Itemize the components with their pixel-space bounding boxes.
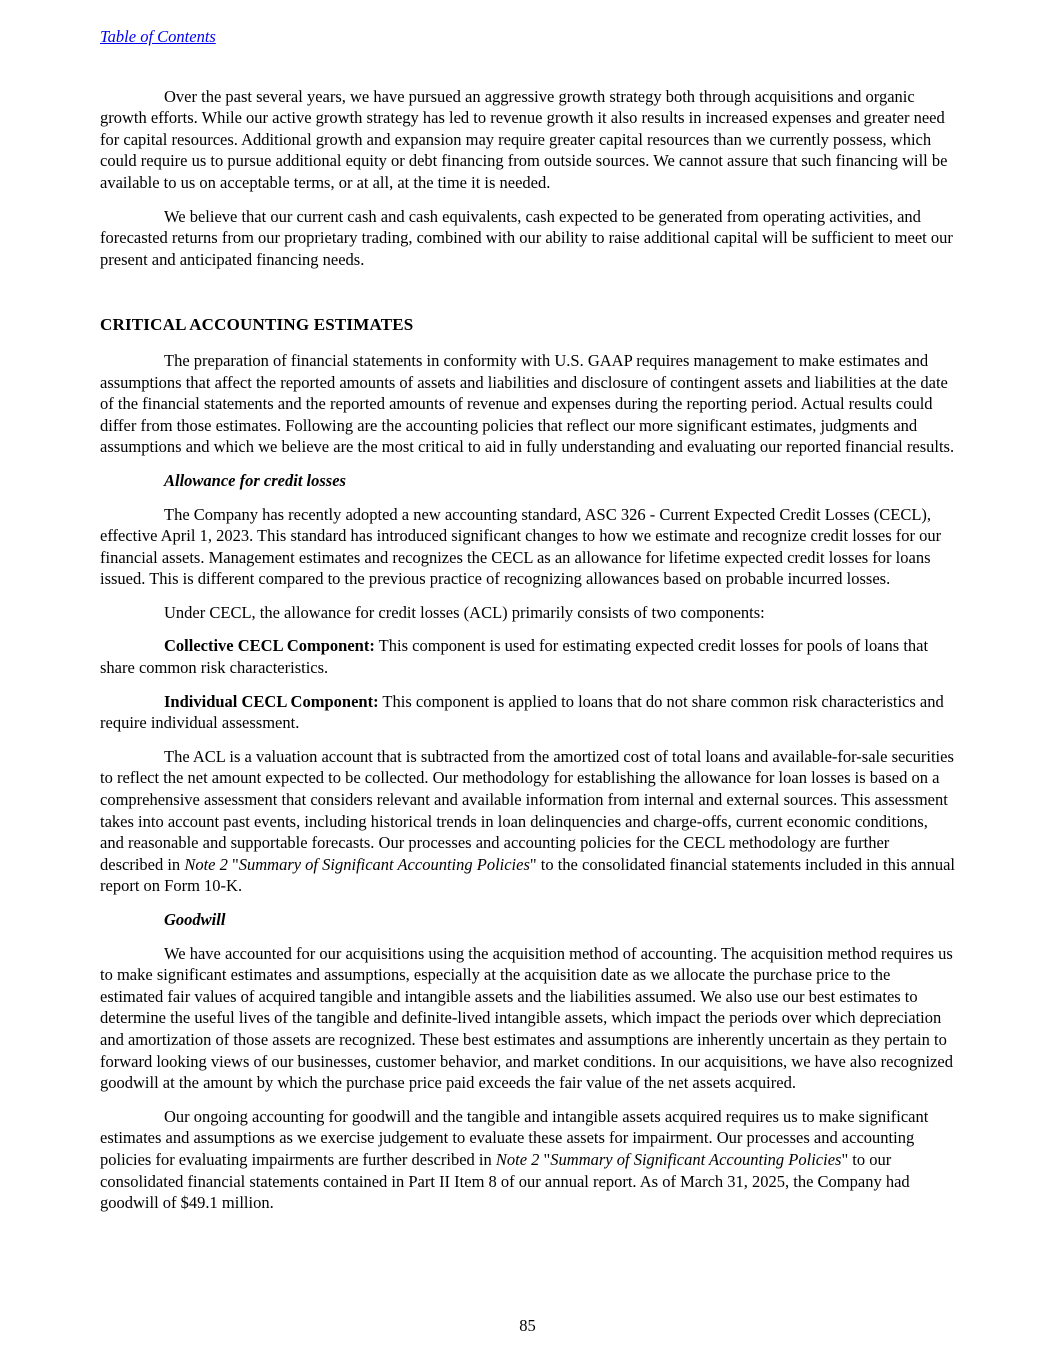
subheading-goodwill: Goodwill [164, 910, 226, 929]
subheading-allowance-for-credit-losses: Allowance for credit losses [164, 470, 346, 490]
paragraph-preparation-gaap: The preparation of financial statements in conformity with U.S. GAAP requires management to make estimates and assumptions that affect the reported amounts of assets and liabilities and disclosure of contingent assets and liabilities at the date of the financial statements and the reported amounts of revenue and expenses during the reporting period. Actual results could differ from those estimates. Following are the accounting policies that reflect our more significant estimates, judgments and assumptions and which we believe are the most critical to aid in fully understanding and evaluating our reported financial results. [100, 350, 955, 457]
paragraph-liquidity: We believe that our current cash and cash equivalents, cash expected to be generated from operating activities, and forecasted returns from our proprietary trading, combined with our ability to raise additional capital will be sufficient to meet our present and anticipated financing needs. [100, 206, 953, 269]
acl-policies-title: Summary of Significant Accounting Policies [238, 854, 530, 874]
paragraph-individual-cecl [100, 691, 955, 734]
ongoing-note-2-reference: Note 2 [495, 1149, 540, 1169]
ongoing-text-start: Our ongoing accounting for goodwill and the tangible and intangible assets acquired requires us to make significant estimates and assumptions as we exercise judgement to evaluate these assets for impairment. Our processes and accounting policies for evaluating impairments are further described in [100, 1106, 929, 1169]
collective-cecl-label: Collective CECL Component: [164, 636, 375, 656]
ongoing-open-quote: " [539, 1149, 551, 1169]
paragraph-acl-valuation [100, 746, 955, 897]
table-of-contents-link[interactable]: Table of Contents [100, 27, 216, 46]
individual-cecl-text: This component is applied to loans that do not share common risk characteristics and require individual assessment. [100, 691, 944, 733]
ongoing-policies-title: Summary of Significant Accounting Policies [550, 1149, 842, 1169]
ongoing-text-end: " to our consolidated financial statements contained in Part II Item 8 of our annual report. As of March 31, 2025, the Company had goodwill of $49.1 million. [100, 1149, 910, 1213]
acl-text-start: The ACL is a valuation account that is subtracted from the amortized cost of total loans and available-for-sale securities to reflect the net amount expected to be collected. Our methodology for establishing the allowance for loan losses is based on a comprehensive assessment that considers relevant and available information from internal and external sources. This assessment takes into account past events, including historical trends in loan delinquencies and charge-offs, current economic conditions, and reasonable and supportable forecasts. Our processes and accounting policies for the CECL methodology are further described in [100, 746, 954, 874]
paragraph-growth-strategy: Over the past several years, we have pursued an aggressive growth strategy both through acquisitions and organic growth efforts. While our active growth strategy has led to revenue growth it also results in increased expenses and greater need for capital resources. Additional growth and expansion may require greater capital resources than we currently possess, which could require us to pursue additional equity or debt financing from outside sources. We cannot assure that such financing will be available to us on acceptable terms, or at all, at the time it is needed. [100, 86, 948, 192]
acl-note-2-reference: Note 2 [184, 854, 228, 874]
paragraph-cecl-adoption: The Company has recently adopted a new accounting standard, ASC 326 - Current Expected Credit Losses (CECL), effective April 1, 2023. This standard has introduced significant changes to how we estimate and recognize credit losses for our financial assets. Management estimates and recognizes the CECL as an allowance for lifetime expected credit losses for loans issued. This is different compared to the previous practice of recognizing allowances based on probable incurred losses. [100, 504, 942, 589]
acl-text-end: " to the consolidated financial statements included in this annual report on Form 10-K. [100, 854, 955, 896]
acl-open-quote: " [227, 854, 239, 874]
individual-cecl-label: Individual CECL Component: [164, 691, 379, 711]
page-number: 85 [519, 1316, 536, 1336]
heading-critical-accounting-estimates: CRITICAL ACCOUNTING ESTIMATES [100, 315, 414, 335]
paragraph-goodwill-acquisitions: We have accounted for our acquisitions using the acquisition method of accounting. The acquisition method requires us to make significant estimates and assumptions, especially at the acquisition date as we allocate the purchase price to the estimated fair values of acquired tangible and intangible assets and the liabilities assumed. We also use our best estimates to determine the useful lives of the tangible and definite-lived intangible assets, which impact the periods over which depreciation and amortization of those assets are recognized. These best estimates and assumptions are inherently uncertain as they pertain to forward looking views of our businesses, customer behavior, and market conditions. In our acquisitions, we have also recognized goodwill at the amount by which the purchase price paid exceeds the fair value of the net assets acquired. [100, 943, 953, 1093]
paragraph-collective-cecl [100, 635, 955, 678]
collective-cecl-text: This component is used for estimating expected credit losses for pools of loans that share common risk characteristics. [100, 636, 929, 678]
paragraph-under-cecl: Under CECL, the allowance for credit losses (ACL) primarily consists of two components: [164, 602, 765, 622]
paragraph-ongoing-goodwill [100, 1106, 955, 1214]
